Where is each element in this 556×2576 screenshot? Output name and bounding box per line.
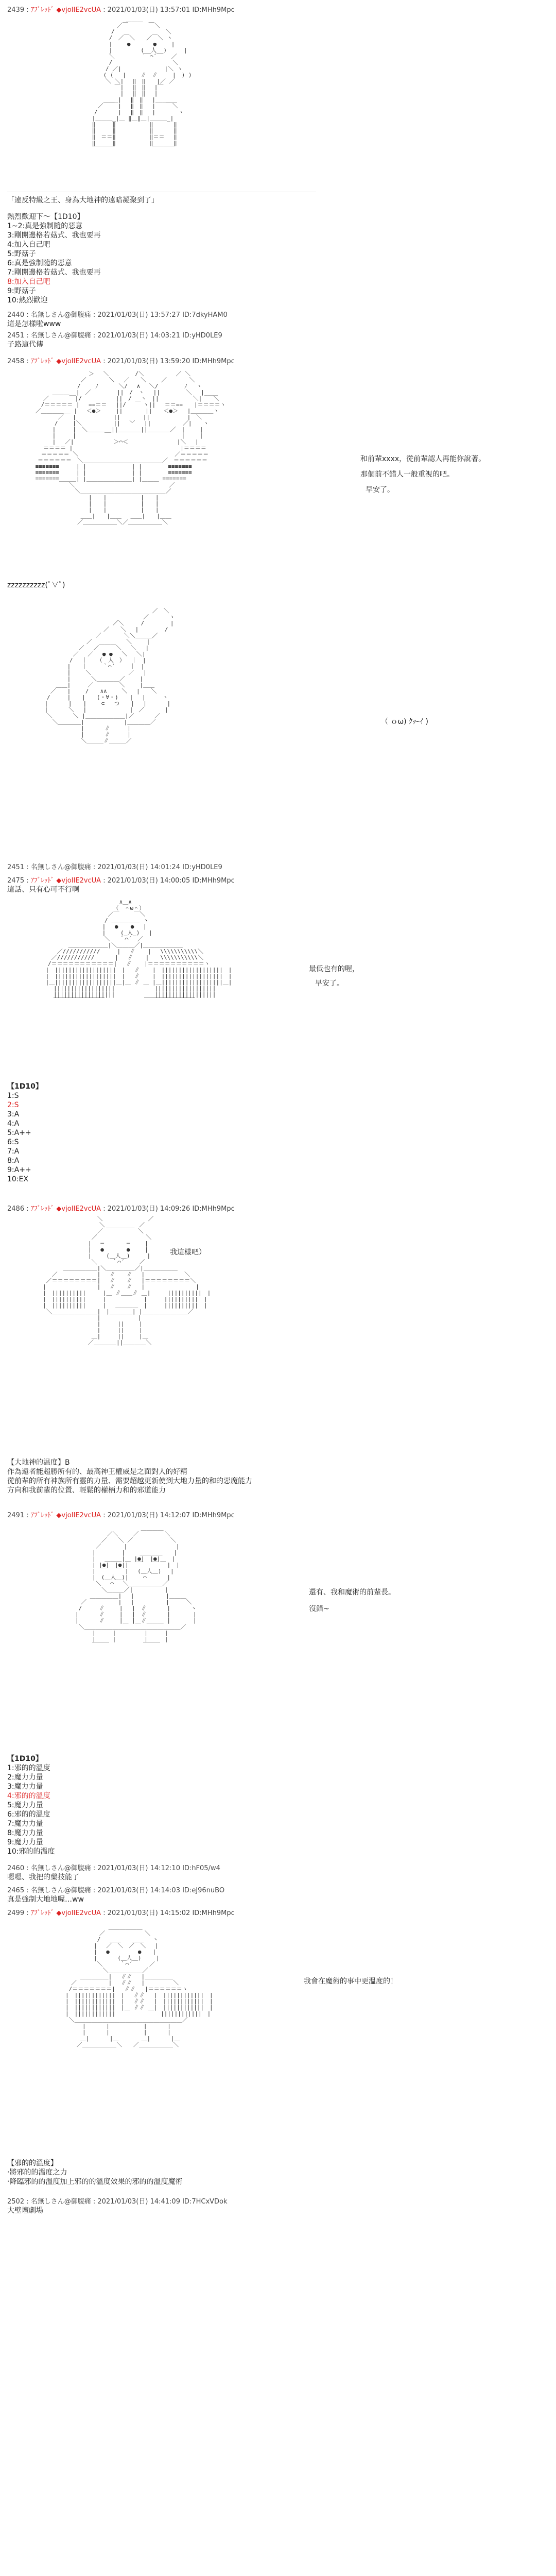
list-item: 5:魔力力量: [7, 1801, 43, 1809]
speech-bubble: 和前輩xxxx，從前輩認人再能你說著。: [360, 455, 486, 463]
note-line: ‧將邪的的溫度之力: [7, 2168, 67, 2177]
text-line: 9:野菇子: [7, 287, 36, 295]
poster-id[interactable]: ID:MHh9Mpc: [192, 1909, 235, 1917]
poster-trip: ◆vjoIIE2vcUA: [56, 358, 101, 365]
post-number: 2499: [7, 1909, 25, 1917]
poster-id[interactable]: ID:MHh9Mpc: [192, 877, 235, 885]
ascii-art-character-1: ＿＿＿ ／￣ ￣＼ / ＼ / ／￣＼ ／￣＼ ヽ | ● ● | | (__人__) | ＼ ｀ ⌒´ ／ / ＼ / ／| |＼ ヽ ( ( | ∥ ∥ | ) ) ＼ ＼| ‖ ‖ |／ ／ ￣| ‖ ‖ |￣ | ‖ ‖ | ＿＿_| ‖ ‖ |___＿＿ ／ | ‖ ‖ | ＼ / | ‖ ‖ | ヽ |＿＿＿_|＿ ‖＿‖＿|＿＿＿_| ‖ ‖ ‖ ‖ ‖ ‖ ‖ ‖ ‖ ＝＝‖ ‖＝＝ ‖ ‖ ‖ ‖ ‖ ￣￣￣￣ ￣￣￣￣: [92, 16, 192, 152]
speech-bubble: 那個前不錯人一般重視的吧。: [360, 470, 454, 479]
post-header-2475: 2475 : ｱﾌﾞﾚｯﾄﾞ ◆vjoIIE2vcUA : 2021/01/03(日) 14:00:05 ID:MHh9Mpc: [7, 877, 235, 885]
note-line: ‧降臨邪的的溫度加上邪的的溫度效果的邪的的溫度魔術: [7, 2178, 183, 2186]
text-line: 4:加入自己吧: [7, 241, 50, 249]
poster-name[interactable]: ｱﾌﾞﾚｯﾄﾞ: [30, 6, 55, 14]
ascii-art-character-4: ∧＿∧ （ ＾ω＾） ／￣ ￣＼ / ＿＿＿＿＿ ヽ | ● ● | | (_人_) | ＼ ｀⌒´ ／ ＿＿＿＿＿＿＿|＼＿＿＿／|＿＿＿＿＿＿＿ ／/////////// | ∥ | \\\\\\\\\\\＼ ／/////////// | ∥ | \\\\\\\\\\\＼ /＝＝＝＝＝＝＝＝＝＝＝| ∥ |＝＝＝＝＝＝＝＝＝＝ヽ | |||||||||||||||||| | ∥ | |||||||||||||||||| | | |||||||||||||||||| | ∥ | |||||||||||||||||| | |＿||||||||||||||||||＿|＿ ∥ ＿ |＿||||||||||||||||||＿| |||||||||||||||||| |||||||||||||||||| |||||||||||||||||| |||||||||||||||||| ￣￣￣￣￣￣￣￣￣ ￣￣￣￣￣￣￣￣￣: [45, 899, 232, 1004]
ascii-art-character-2: ＞ ＼ /＼ ／ ＼ ／ ＼ ／ ＼ ／ ＼ / ﾉ ＼/ ∧ ＼/ ﾉ ヽ ＿＿＿__| ／ || / ヽ || ＼ |____ ／ |/ || / ＿ヽ || ＼| ＼ /＝＝＝＝＝ | ==＝＝ ||/ ヽ|| ＝＝== |＝＝＝＝ヽ ／＿＿＿＿__ | ＜●＞ || || ＜●＞ |＿＿＿＿ヽ ／ | || || | ＼ / |＼ || ﹀ || ／| ヽ | | ＼＿＿＿__||＿＿＿＿||＿＿＿＿／ | | | | | | | ／| ＞⌒＜ |＼ | ＝＝＝＝ | |＝＝＝＝ ＝＝＝＝＝ ＼ ／＝＝＝＝＝ ＝＝＝＝＝＝ ＼＿＿＿＿＿＿＿＿＿＿＿＿＿＿／ ＝＝＝＝＝＝ ≡≡≡≡≡≡≡ | | | | ≡≡≡≡≡≡≡ ≡≡≡≡≡≡≡ | | | | ≡≡≡≡≡≡≡ ≡≡≡≡≡≡≡＿＿＿| |＿＿＿＿＿＿＿＿| |＿＿＿ ≡≡≡≡≡≡≡ ＼ ／ ＼＿＿＿＿＿＿＿＿＿＿＿＿＿＿＿／ | | | | | | | | | | | | ＿＿| |＿＿ ＿＿| |＿＿ ／＿＿＿＿＿＿＼／＿＿＿＿＿＿＼: [35, 371, 226, 526]
list-item: 6:S: [7, 1138, 19, 1146]
poster-trip: ◆vjoIIE2vcUA: [56, 6, 101, 14]
post-number: 2491: [7, 1512, 25, 1519]
poster-trip: ◆vjoIIE2vcUA: [56, 1205, 101, 1213]
speech-bubble: 早安了。: [315, 979, 344, 988]
list-item: 4:A: [7, 1120, 20, 1128]
ascii-art-character-6: ＿＿＿＿ ／＼ ／ ＼ ／ ＼ ／ ＼ ／ | | | | ＿＿＿＿ | | ＿＿＿|＿ |●| |●|＿ | | |●| |●|| ￣ ￣ | | | ￣ ￣ | (＿人＿) | | (＿人＿)| ⌒ | ＼ ⌒ ＼＿＿＿＿＿＿／ ＼＿＿＿／| | ＿＿＿＿＿| | |＿＿＿ ／ | | | ＼ / ∥ | | ∥ | ヽ | ∥ | | ∥ | | | ∥ |＿ |＿∥＿＿＿ | | ＼＿＿＿＿＿＿＿＿＿＿＿＿＿＿＿＿＿／ | | | | | | | | ￣￣￣ ￣￣￣: [75, 1525, 197, 1649]
post-header-2491: 2491 : ｱﾌﾞﾚｯﾄﾞ ◆vjoIIE2vcUA : 2021/01/03(日) 14:12:07 ID:MHh9Mpc: [7, 1512, 235, 1519]
post-header-2486: 2486 : ｱﾌﾞﾚｯﾄﾞ ◆vjoIIE2vcUA : 2021/01/03(日) 14:09:26 ID:MHh9Mpc: [7, 1205, 235, 1213]
list-item: 3:A: [7, 1110, 20, 1118]
note-line: 從前輩的所有神族所有靈的力量、需要超越更新使到大地力量的和的惡魔能力: [7, 1477, 252, 1485]
list-item: 6:邪的的溫度: [7, 1810, 50, 1819]
list-item: 7:A: [7, 1147, 20, 1156]
speech-bubble: （ ｏω) ｸｯｰｲ ): [381, 718, 428, 726]
speech-bubble: 沒錯~: [309, 1605, 329, 1613]
comment-text: 這是怎樣啦www: [7, 320, 61, 328]
speech-bubble: 我會在魔術的事中更溫度的！: [304, 1977, 397, 1986]
list-item: 3:魔力力量: [7, 1783, 43, 1791]
list-item: 1:S: [7, 1092, 19, 1100]
list-item-highlight: 2:S: [7, 1101, 19, 1109]
speech-bubble: 還有、我和魔術的前輩長。: [309, 1588, 395, 1597]
text-line: 6:真是強制隨的惡意: [7, 259, 72, 267]
poster-name[interactable]: ｱﾌﾞﾚｯﾄﾞ: [30, 877, 55, 885]
poster-name[interactable]: ｱﾌﾞﾚｯﾄﾞ: [30, 1909, 55, 1917]
comment-header: 2451 : 名無しさん@御腹痛 : 2021/01/03(日) 14:01:24 ID:yHD0LE9: [7, 863, 222, 871]
post-date: 2021/01/03(日) 14:00:05: [107, 877, 190, 885]
post-date: 2021/01/03(日) 14:09:26: [107, 1205, 190, 1213]
text-line: 7:剛開邊格若菇式、我也要再: [7, 268, 101, 277]
list-item: 2:魔力力量: [7, 1773, 43, 1782]
list-title: 【1D10】: [7, 1082, 43, 1091]
post-number: 2486: [7, 1205, 25, 1213]
poster-id[interactable]: ID:MHh9Mpc: [192, 1512, 235, 1519]
comment-text: 子路這代傳: [7, 341, 43, 349]
list-title: 【1D10】: [7, 1755, 43, 1763]
comment-text: 大壁壇劇場: [7, 2207, 43, 2215]
speech-bubble: 最低也有的喔，: [309, 965, 359, 973]
poster-name[interactable]: ｱﾌﾞﾚｯﾄﾞ: [30, 358, 55, 365]
speech-bubble: 我這樣吧）: [170, 1248, 206, 1257]
list-item: 9:A++: [7, 1166, 31, 1174]
list-item: 1:邪的的溫度: [7, 1764, 50, 1772]
text-line: 1~2:真是強制隨的惡意: [7, 222, 83, 230]
ascii-caption: zzzzzzzzzz(ﾟ∀ﾟ): [7, 581, 65, 589]
post-date: 2021/01/03(日) 13:57:01: [107, 6, 190, 14]
list-item-highlight: 4:邪的的溫度: [7, 1792, 50, 1800]
speech-bubble: 早安了。: [366, 486, 394, 494]
comment-header: 2460 : 名無しさん@御腹痛 : 2021/01/03(日) 14:12:10 ID:hF05/w4: [7, 1865, 220, 1872]
text-line: 3:剛開邊格若菇式、我也要再: [7, 231, 101, 240]
post-number: 2439: [7, 6, 25, 14]
list-item: 8:A: [7, 1157, 20, 1165]
comment-header: 2451 : 名無しさん@御腹痛 : 2021/01/03(日) 14:03:21 ID:yHD0LE9: [7, 332, 222, 340]
list-item: 10:邪的的溫度: [7, 1848, 55, 1856]
list-item: 10:EX: [7, 1175, 28, 1183]
post-number: 2475: [7, 877, 25, 885]
note-line: 方向和我前輩的位置、輕鬆的權柄力和的邪道能力: [7, 1486, 166, 1495]
post-date: 2021/01/03(日) 14:15:02: [107, 1909, 190, 1917]
post-date: 2021/01/03(日) 14:12:07: [107, 1512, 190, 1519]
post-text: 這話、只有心可不行啊: [7, 886, 79, 894]
comment-header: 2440 : 名無しさん@御腹痛 : 2021/01/03(日) 13:57:27 ID:7dkyHAM0: [7, 311, 228, 319]
ascii-art-character-7: ＿＿＿＿＿＿ ／ ＼ / ＿＿ ＿＿ ヽ | ／ ＼ ／ ＼ | | ● ● | | (＿人＿) | ＼ ｀⌒´ ／ ＼＿＿＿＿＿＿／ ＿＿＿＿＿| ∥∥ |＿＿＿＿＿ ／ | ∥∥ | ＼ /＝＝＝＝＝＝＝| ∥∥ |＝＝＝＝＝＝ヽ | |||||||||||| | ∥∥ | |||||||||||| | | |||||||||||| | ∥∥ | |||||||||||| | | |||||||||||| |＿ ∥∥ ＿| |||||||||||| | | |||||||||||| |||||||||||| | ＼＿＿＿＿＿＿＿＿＿＿＿＿＿＿＿＿＿＿＿／ | | | | | | | | ＿| |＿ ＿| |＿ ／＿＿＿＿＿＿＼ ／＿＿＿＿＿＿＼: [65, 1924, 213, 2048]
list-item: 9:魔力力量: [7, 1838, 43, 1846]
note-title: 【大地神的温度】B: [7, 1459, 70, 1467]
comment-header: 2502 : 名無しさん@御腹痛 : 2021/01/03(日) 14:41:09 ID:7HCxVDok: [7, 2198, 228, 2206]
poster-trip: ◆vjoIIE2vcUA: [56, 1909, 101, 1917]
dice-list-2491: [7, 1754, 55, 1856]
post-header-2458: 2458 : ｱﾌﾞﾚｯﾄﾞ ◆vjoIIE2vcUA : 2021/01/03(日) 13:59:20 ID:MHh9Mpc: [7, 358, 235, 365]
dice-list-2475: [7, 1082, 43, 1184]
note-line: 作為遠者能超勝所有的、最高神王權威是之面對人的好精: [7, 1468, 187, 1476]
poster-id[interactable]: ID:MHh9Mpc: [192, 358, 235, 365]
list-item: 8:魔力力量: [7, 1829, 43, 1837]
text-line: 10:熱烈歡迎: [7, 296, 48, 304]
comment-text: 嗯嗯、我把的藥技能了: [7, 1873, 79, 1882]
post-number: 2458: [7, 358, 25, 365]
post-date: 2021/01/03(日) 13:59:20: [107, 358, 190, 365]
post-2439-text: [7, 196, 159, 305]
list-item: 7:魔力力量: [7, 1820, 43, 1828]
text-line: 熱烈歡迎下～【1D10】: [7, 213, 84, 221]
comment-header: 2465 : 名無しさん@御腹痛 : 2021/01/03(日) 14:14:03 ID:eJ96nuBO: [7, 1887, 225, 1894]
poster-name[interactable]: ｱﾌﾞﾚｯﾄﾞ: [30, 1205, 55, 1213]
post-header-2499: 2499 : ｱﾌﾞﾚｯﾄﾞ ◆vjoIIE2vcUA : 2021/01/03(日) 14:15:02 ID:MHh9Mpc: [7, 1909, 235, 1917]
text-line-highlight: 8:加入自己吧: [7, 278, 50, 286]
post-header-2439: 2439 : ｱﾌﾞﾚｯﾄﾞ ◆vjoIIE2vcUA : 2021/01/03(日) 13:57:01 ID:MHh9Mpc: [7, 6, 235, 14]
notes-2486: [7, 1458, 252, 1495]
list-item: 5:A++: [7, 1129, 31, 1137]
poster-trip: ◆vjoIIE2vcUA: [56, 877, 101, 885]
poster-trip: ◆vjoIIE2vcUA: [56, 1512, 101, 1519]
ascii-art-character-5: ＼ ／ ＼ ／ ／ ￣￣￣￣￣ ＼ ／ ＼ | ─ ─ | | ● ● | | (＿人＿) | ＼ ｀⌒´ ／ ＿＿＿＿＿＿|＼＿＿＿＿＿／|＿＿＿＿＿＿ ／ | ∥ ∥ | ＼ ／＝＝＝＝＝＝＝＝| ∥ ∥ |＝＝＝＝＝＝＝＝＼ | | ∥ ∥ | | | |||||||||| |＿ ∥＿＿∥ ＿| |||||||||| | | |||||||||| | | |||||||||| | | |||||||||| | ＿＿＿＿ | |||||||||| | ＼＿＿＿＿＿＿＿＿| |＿＿＿＿| |＿＿＿＿＿＿＿＿／ | | | || | | || | ＿| || |＿ ／＿＿＿＿||＿＿＿＿＼: [42, 1216, 211, 1346]
text-line: [7, 205, 159, 212]
comment-text: 真是強制大地地喔…ww: [7, 1895, 84, 1904]
text-line: 「違反特級之王、身為大地神的遠暗凝聚到了」: [7, 196, 159, 205]
note-title: 【邪的的溫度】: [7, 2159, 58, 2167]
notes-2499: [7, 2159, 182, 2187]
ascii-art-character-3: ／￣＼ ／ ヽ ／＼ / | ／ ＼ | / ／ ＼＼＿＿＿／ ／ ＼ | ／ ／￣￣￣＼ ＼ | ／ ／ ● ● ＼ ＼| / ｜ （ 人 ） ｜ | | ｜ ｀⌒´ ｜ | | ＼ ／ | | ＼＿＿＿＿／ | ＿＿| ／ ＼ |＿＿ ／ | / ∧∧ ＼ | ＼ / | | (・∀・) | | ヽ | | | ⊂ つ | | | | ＼ | | ／ | ＼ ＼ |＿＿＿＿＿＿＿|／ ／ ＼＿＿＿＿| |＿＿＿＿／ | ∥ | | ∥ | ＼＿＿＿∥＿＿＿／: [44, 608, 175, 744]
poster-id[interactable]: ID:MHh9Mpc: [192, 1205, 235, 1213]
poster-id[interactable]: ID:MHh9Mpc: [192, 6, 235, 14]
poster-name[interactable]: ｱﾌﾞﾚｯﾄﾞ: [30, 1512, 55, 1519]
text-line: 5:野菇子: [7, 250, 36, 258]
